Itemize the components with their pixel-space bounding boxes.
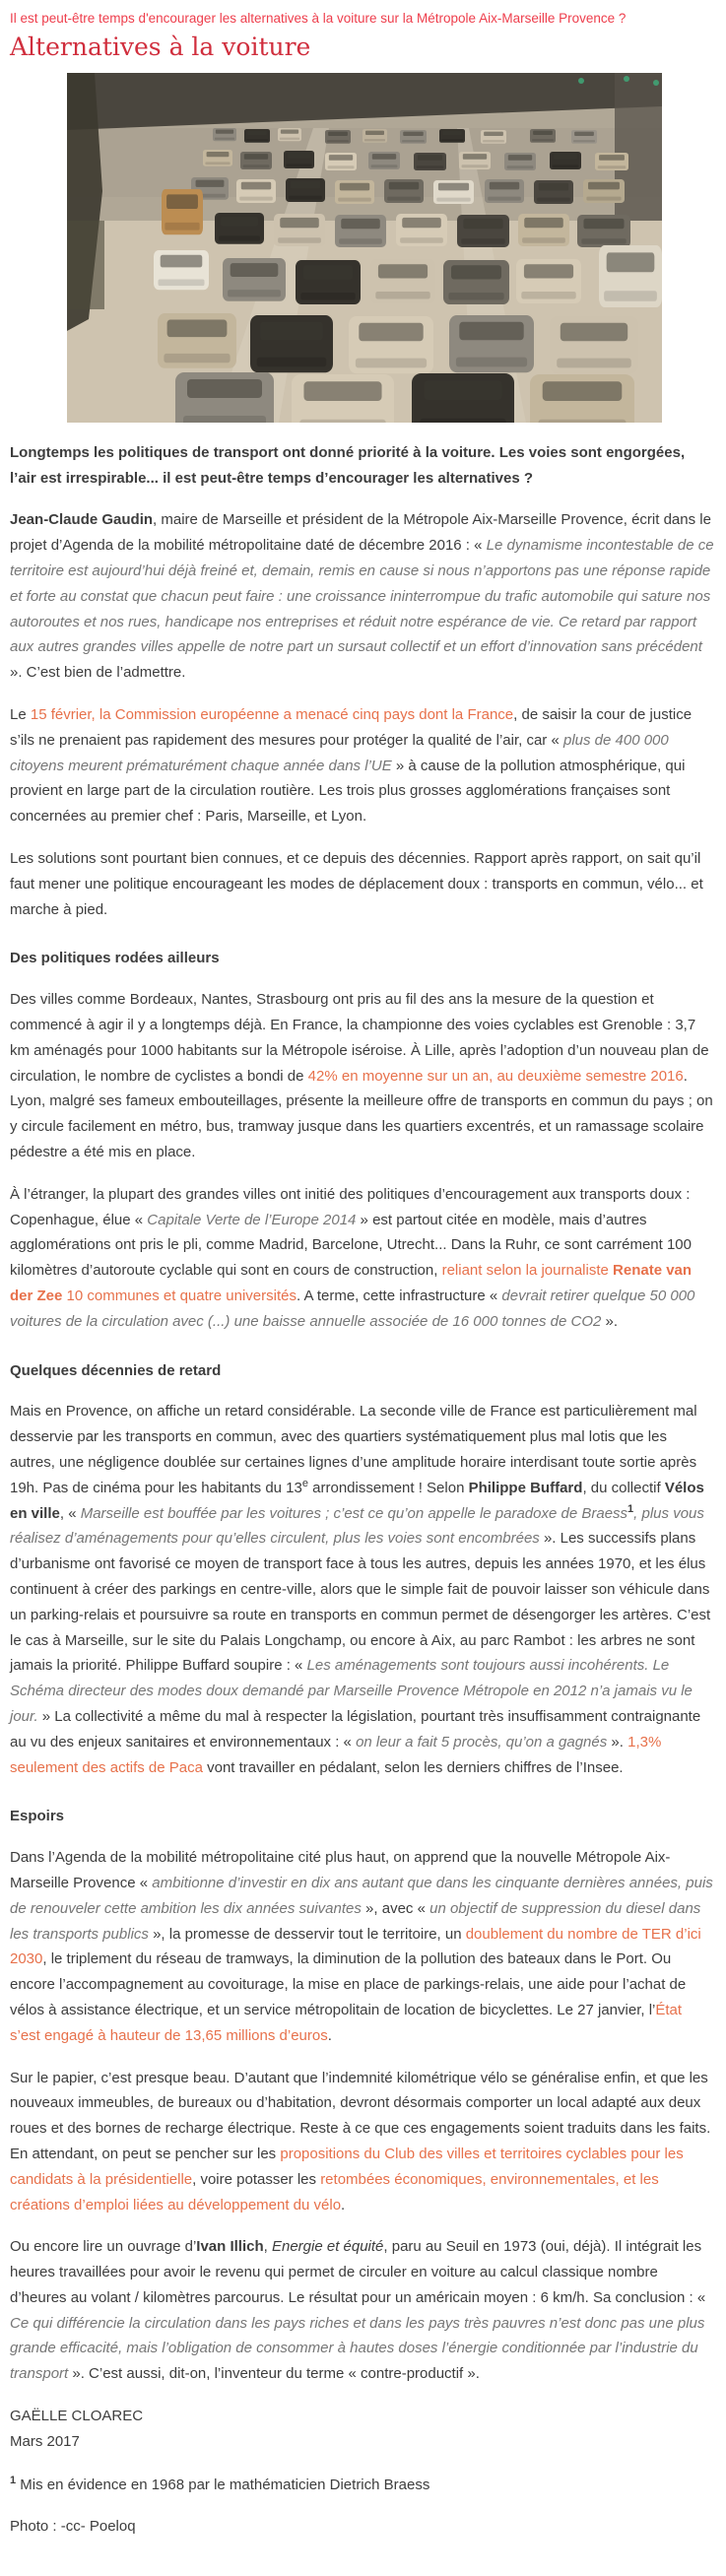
text-segment: ». C’est aussi, dit-on, l’inventeur du terme « contre-productif ». (68, 2365, 480, 2383)
paragraph-villes-france (10, 987, 714, 1165)
text-segment: , voire potasser les (192, 2170, 321, 2188)
article-photo (67, 73, 662, 423)
text-segment: », la promesse de desservir tout le territoire, un (148, 1925, 466, 1943)
text-segment: Ce qui différencie la circulation dans les pays riches et dans les pays très pauvres n’est donc pas une plus grande efficacité, mais l’obligation de consommer à hautes doses l’énergie conditionnée par l’industrie du transport (10, 2314, 705, 2383)
paragraph-solutions (10, 846, 714, 922)
inline-link[interactable]: reliant selon la journaliste (441, 1262, 614, 1280)
text-segment: , plus vous réalisez d’aménagements pour qu’elles circulent, plus les voies sont encombrées (10, 1504, 704, 1548)
text-segment: Capitale Verte de l’Europe 2014 (147, 1211, 357, 1228)
inline-link[interactable]: retombées économiques, environnementales, et les créations d’emploi liées au développement du vélo (10, 2170, 659, 2213)
traffic-jam-photo (67, 73, 662, 423)
text-segment: 1 (627, 1502, 634, 1515)
text-segment: Jean-Claude Gaudin (10, 511, 154, 529)
text-segment: , le triplement du réseau de tramways, la diminution de la pollution des bateaux dans le Port. Ou encore l’accompagnement au covoiturage, la mise en place de parkings-relais, une aide pour l’achat de vélos à assistance électrique, et un service métropolitain de location de bicyclettes. Le 27 janvier, l’ (10, 1950, 687, 2018)
footnote (10, 2473, 714, 2498)
text-segment: Longtemps les politiques de transport ont donné priorité à la voiture. Les voies sont engorgées, l’air est irrespirable... il est peut-être temps d’encourager les alternatives ? (10, 443, 686, 487)
text-segment: Le dynamisme incontestable de ce territoire est aujourd’hui déjà freiné et, demain, remis en cause si nous n’apportons pas une réponse rapide et forte au constat que chacun peut faire : une croissance ininterrompue du trafic automobile qui sature nos autoroutes et nos rues, handicape nos entreprises et réduit notre espérance de vie. Ce retard par rapport aux autres grandes villes appelle de notre part un sursaut collectif et un effort d’innovation sans précédent (10, 537, 714, 656)
text-segment: e (301, 1477, 308, 1489)
text-segment: , « (59, 1504, 81, 1522)
text-segment: Ivan Illich (196, 2238, 264, 2256)
text-segment: Ou encore lire un ouvrage d’ (10, 2238, 197, 2256)
text-segment: Mars 2017 (10, 2432, 80, 2450)
text-segment: Dans l’Agenda de la mobilité métropolitaine cité plus haut, on apprend que la nouvelle Métropole Aix-Marseille Provence « (10, 1849, 671, 1891)
inline-link[interactable]: 1,3% seulement des actifs de Paca (10, 1733, 662, 1776)
page-title: Alternatives à la voiture (10, 32, 311, 61)
text-segment: , (263, 2238, 272, 2256)
inline-link[interactable]: État s’est engagé à hauteur de 13,65 millions d’euros (10, 2001, 683, 2044)
text-segment: arrondissement ! Selon (308, 1479, 469, 1496)
text-segment: , de saisir la cour de justice s’ils ne prenaient pas rapidement des mesures pour protéger la qualité de l’air, car « (10, 706, 693, 749)
inline-link[interactable]: 42% en moyenne sur un an, au deuxième semestre 2016 (307, 1067, 684, 1085)
text-segment: » à cause de la pollution atmosphérique, qui provient en large part de la circulation routière. Les trois plus grosses agglomérations françaises sont concernées au premier chef : Paris, Marseille, et Lyon. (10, 757, 686, 826)
text-segment: , maire de Marseille et président de la Métropole Aix-Marseille Provence, écrit dans le projet d’Agenda de la mobilité métropolitaine daté de décembre 2016 : « (10, 511, 711, 555)
paragraph-gaudin (10, 507, 714, 686)
byline (10, 2404, 714, 2455)
photo-credit (10, 2514, 714, 2540)
text-segment: » La collectivité a même du mal à respecter la législation, pourtant très insuffisamment contraignante au vu des enjeux sanitaires et environnementaux : « (10, 1707, 701, 1750)
text-segment: un objectif de suppression du diesel dans les transports publics (10, 1899, 701, 1943)
text-segment: , paru au Seuil en 1973 (oui, déjà). Il intégrait les heures travaillées pour avoir le revenu qui permet de circuler en voiture au calcul classique nombre d’heures au volant / kilomètres parcourus. Le résultat pour un américain moyen : 6 km/h. Sa conclusion : « (10, 2238, 706, 2306)
text-segment: . (341, 2196, 346, 2213)
text-segment: ambitionne d’investir en dix ans autant que dans les cinquante dernières années, puis de renouveler cette ambition les dix années suivantes (10, 1874, 713, 1917)
text-segment: Sur le papier, c’est presque beau. D’autant que l’indemnité kilométrique vélo se généralise enfin, et que les nouveaux immeubles, de bureaux ou d’habitation, devront désormais comporter un local adapté aux deux roues et des bornes de recharge électrique. Reste à ce que ces engagements soient traduits dans les faits. En attendant, on peut se pencher sur les (10, 2069, 711, 2162)
text-segment: . (327, 2026, 332, 2044)
inline-link[interactable]: 15 février, la Commission européenne a menacé cinq pays dont la France (30, 706, 514, 724)
inline-link[interactable]: propositions du Club des villes et territoires cyclables pour les candidats à la présidentielle (10, 2145, 684, 2188)
text-segment: Energie et équité (271, 2238, 384, 2256)
text-segment: . A terme, cette infrastructure « (296, 1288, 502, 1304)
text-segment: ». C’est bien de l’admettre. (10, 664, 186, 682)
text-segment: Le (10, 706, 31, 724)
text-segment: devrait retirer quelque 50 000 voitures de la circulation avec (...) une baisse annuelle associée de 16 000 tonnes de CO2 (10, 1288, 695, 1330)
text-segment: , du collectif (582, 1479, 665, 1496)
text-segment: Marseille est bouffée par les voitures ; c’est ce qu’on appelle le paradoxe de Braess (80, 1504, 628, 1522)
inline-link[interactable]: doublement du nombre de TER d’ici 2030 (10, 1925, 701, 1968)
text-segment: Vélos en ville (10, 1479, 704, 1522)
text-segment: Les aménagements sont toujours aussi incohérents. Le Schéma directeur des modes doux demandé par Marseille Provence Métropole en 2012 n’a jamais vu le jour. (10, 1657, 693, 1725)
text-segment: Philippe Buffard (468, 1479, 583, 1496)
text-segment: vont travailler en pédalant, selon les derniers chiffres de l’Insee. (202, 1758, 624, 1776)
text-segment: Les solutions sont pourtant bien connues, et ce depuis des décennies. Rapport après rapport, on sait qu’il faut mener une politique encourageant les modes de déplacement doux : transports en commun, vélo... et marche à pied. (10, 850, 703, 918)
text-segment: Des villes comme Bordeaux, Nantes, Strasbourg ont pris au fil des ans la mesure de la question et commencé à agir il y a longtemps déjà. En France, la championne des voies cyclables est Grenoble : 3,7 km aménagés pour 1000 habitants sur la Métropole iséroise. À Lille, après l’adoption d’un nouveau plan de circulation, le nombre de cyclistes a bondi de (10, 991, 709, 1085)
paragraph-commission (10, 702, 714, 829)
section-heading-retard: Quelques décennies de retard (10, 1361, 222, 1379)
inline-link[interactable]: 10 communes et quatre universités (62, 1288, 297, 1304)
text-segment: GAËLLE CLOAREC (10, 2408, 144, 2425)
paragraph-provence-retard (10, 1399, 714, 1780)
paragraph-agenda (10, 1845, 714, 2048)
paragraph-papier (10, 2066, 714, 2218)
text-segment: ». (607, 1733, 628, 1750)
text-segment: » est partout citée en modèle, mais d’autres agglomérations ont pris le pli, comme Madrid, Barcelone, Utrecht... Dans la Ruhr, ce sont carrément 100 kilomètres d’autoroute cyclable qui sont en cours de construction, (10, 1211, 692, 1280)
text-segment: Mis en évidence en 1968 par le mathématicien Dietrich Braess (16, 2476, 430, 2493)
page-kicker: Il est peut-être temps d'encourager les alternatives à la voiture sur la Métropole Aix-Marseille Provence ? (10, 11, 627, 26)
text-segment: Photo : -cc- Poeloq (10, 2518, 136, 2536)
section-heading-espoirs: Espoirs (10, 1808, 65, 1825)
text-segment: », avec « (361, 1899, 430, 1917)
text-segment: . Lyon, malgré ses fameux embouteillages, présente la meilleure offre de transports en commun du pays ; on y circule facilement en métro, bus, tramway jusque dans les quartiers excentrés, et un ramassage scolaire pédestre a été mis en place. (10, 1067, 713, 1161)
lead-paragraph (10, 440, 714, 492)
section-heading-politiques: Des politiques rodées ailleurs (10, 950, 220, 967)
text-segment: À l’étranger, la plupart des grandes villes ont initié des politiques d’encouragement aux transports doux : Copenhague, élue « (10, 1185, 691, 1228)
text-segment: on leur a fait 5 procès, qu’on a gagnés (356, 1733, 608, 1750)
text-segment: 1 (10, 2474, 17, 2486)
paragraph-illich (10, 2234, 714, 2387)
paragraph-etranger (10, 1182, 714, 1335)
text-segment: Mais en Provence, on affiche un retard considérable. La seconde ville de France est particulièrement mal desservie par les transports en commun, avec des quartiers systématiquement plus mal lotis que les autres, une négligence doublée sur certaines lignes d’une amplitude horaire interdisant toute sortie après 19h. Pas de cinéma pour les habitants du 13 (10, 1403, 697, 1496)
inline-link[interactable]: Renate van der Zee (10, 1262, 693, 1304)
text-segment: plus de 400 000 citoyens meurent prématurément chaque année dans l’UE (10, 731, 669, 774)
text-segment: ». Les successifs plans d’urbanisme ont favorisé ce moyen de transport face à tous les autres, depuis les années 1970, et les élus continuent à créer des parkings en centre-ville, alors que le simple fait de pouvoir laisser son véhicule dans un parking-relais et poursuivre sa route en transports en commun permet de désengorger les artères. C’est le cas à Marseille, sur le site du Palais Longchamp, ou encore à Aix, au parc Rambot : les arbres ne sont jamais la priorité. Philippe Buffard soupire : « (10, 1530, 711, 1675)
text-segment: ». (601, 1312, 619, 1330)
article-body (10, 440, 714, 2540)
